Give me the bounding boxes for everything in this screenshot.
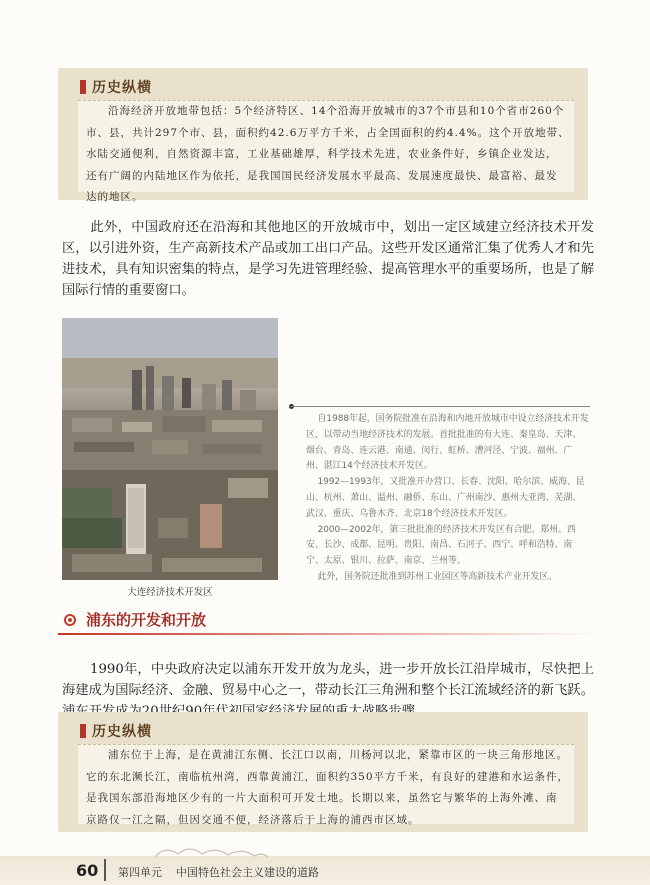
footer-title: 中国特色社会主义建设的道路 [176,866,319,879]
side-note [306,412,589,586]
history-line: 是我国东部沿海地区少有的一片大面积可开发土地。长期以来，虽然它与繁华的上海外滩、南 [86,792,558,804]
history-line: 达的地区。 [86,191,144,203]
history-line: 京路仅一江之隔，但因交通不便，经济落后于上海的浦西市区域。 [86,813,420,826]
cloud-ornament-icon [150,842,270,862]
footer-divider [104,859,106,881]
dalian-development-zone-photo [62,318,278,580]
side-note-paragraph: 2000—2002年，第三批批准的经济技术开发区有合肥、郑州、西安、长沙、成都、昆明、贵阳、南昌、石河子、西宁、呼和浩特、南宁、太原、银川、拉萨、南京、兰州等。 [306,524,576,567]
history-box-title: 历史纵横 [80,721,152,741]
target-circle-icon [64,614,76,626]
history-box-1-text [86,101,580,209]
photo-caption: 大连经济技术开发区 [127,587,213,598]
city-aerial-illustration [62,318,278,580]
body-paragraph-2: 1990年，中央政府决定以浦东开发开放为龙头，进一步开放长江沿岸城市，尽快把上海建成为国际经济、金融、贸易中心之一，带动长江三角洲和整个长江流域经济的新飞跃。 [62,662,594,698]
page-number: 60 [76,861,99,880]
section-title: 浦东的开发和开放 [86,611,207,629]
section-underline [58,633,598,635]
flag-icon [80,724,86,738]
body-paragraph-1: 此外，中国政府还在沿海和其他地区的开放城市中，划出一定区域建立经济技术开发区，以引进外资，生产高新技术产品或加工出口产品。这些开发区通常汇集了优秀人才和先进技术，具有知识密集的特点，是学习先进管理经验、提高管理水平的重要场所，也是了解国际行情的重要窗口。 [62,220,594,298]
side-note-paragraph: 1992—1993年，又批准开办营口、长春、沈阳、哈尔滨、威海、昆山、杭州、萧山、温州、融侨、东山、广州南沙、惠州大亚湾、芜湖、武汉、重庆、乌鲁木齐、北京18个经济技术开发区。 [306,477,585,519]
side-note-paragraph: 此外，国务院还批准到苏州工业园区等高新技术产业开发区。 [317,571,558,582]
history-line: 浦东位于上海，是在黄浦江东侧、长江口以南，川杨河以北，紧靠市区的一块三角形地区。 [108,749,568,761]
history-line: 市、县，共计297个市、县，面积约42.6万平方千米，占全国面积的约4.4%。这个开放地带、 [86,126,570,139]
side-note-rule [290,406,590,407]
section-heading [58,609,598,635]
history-line: 还有广阔的内陆地区作为依托，是我国国民经济发展水平最高、发展速度最快、最富裕、最发 [86,169,558,182]
history-line: 水陆交通便利，自然资源丰富，工业基础雄厚，科学技术先进，农业条件好，乡镇企业发达， [86,148,558,160]
history-box-title: 历史纵横 [80,77,152,97]
history-line: 它的东北濒长江，南临杭州湾，西靠黄浦江，面积约350平方千米，有良好的建港和水运条件， [86,770,570,783]
history-box-2-text [86,745,580,831]
side-note-paragraph: 自1988年起，国务院批准在沿海和内地开放城市中设立经济技术开发区，以带动当地经济技术的发展。首批批准的有大连、秦皇岛、天津、烟台、青岛、连云港、南通、闵行、虹桥、漕河泾、宁波、福州、广州、湛江14个经济技术开发区。 [306,414,589,472]
history-line: 沿海经济开放地带包括：5个经济特区、14个沿海开放城市的37个市县和10个省市260个 [108,105,565,117]
flag-icon [80,80,86,94]
footer-unit: 第四单元 [118,866,162,879]
